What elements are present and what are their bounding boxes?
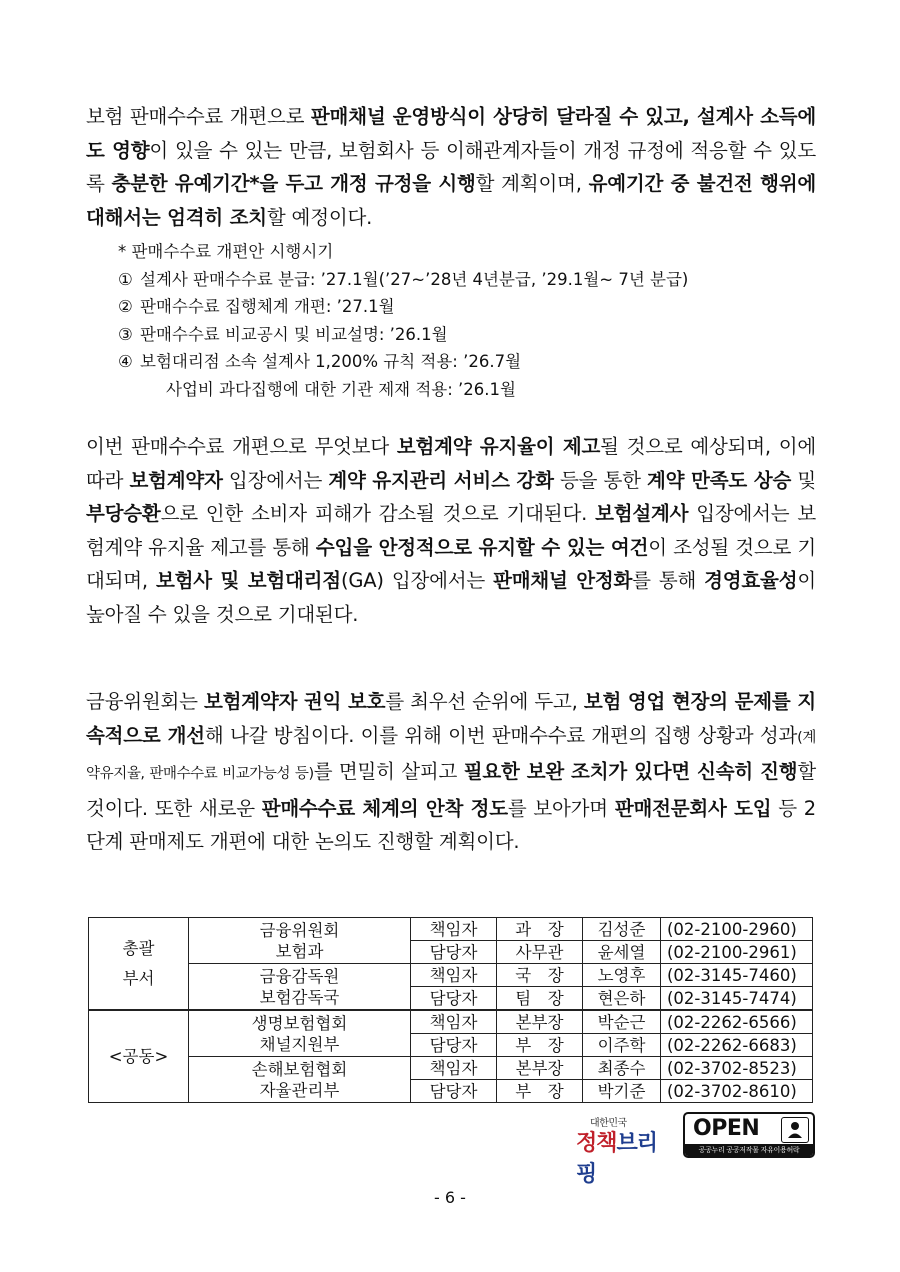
note-item-4: ④ 보험대리점 소속 설계사 1,200% 규칙 적용: ’26.7월 (118, 352, 522, 371)
name-cell: 이주학 (583, 1034, 661, 1057)
name-cell: 박기준 (583, 1080, 661, 1103)
name-cell: 윤세열 (583, 941, 661, 964)
role-cell: 책임자 (411, 964, 497, 987)
org-cell: 생명보험협회 채널지원부 (189, 1010, 411, 1057)
title-cell: 부 장 (497, 1034, 583, 1057)
paragraph-grace-period: 보험 판매수수료 개편으로 판매채널 운영방식이 상당히 달라질 수 있고, 설계사 소득에도 영향이 있을 수 있는 만큼, 보험회사 등 이해관계자들이 개정 규정에 적응할 수 있도록 충분한 유예기간*을 두고 개정 규정을 시행할 계획이며, 유예기간 중 불건전 행위에 대해서는 엄격히 조치할 예정이다. (86, 105, 816, 229)
table-row (89, 1010, 813, 1034)
role-cell: 책임자 (411, 1057, 497, 1080)
table-row (89, 1057, 813, 1080)
title-cell: 본부장 (497, 1010, 583, 1034)
group-cell-joint: <공동> (89, 1010, 189, 1103)
phone-cell: (02-2262-6683) (661, 1034, 813, 1057)
title-cell: 과 장 (497, 918, 583, 941)
table-row (89, 918, 813, 941)
schedule-note (118, 238, 818, 403)
note-item-3: ③ 판매수수료 비교공시 및 비교설명: ’26.1월 (118, 324, 448, 344)
paragraph-expected-effects: 이번 판매수수료 개편으로 무엇보다 보험계약 유지율이 제고될 것으로 예상되며, 이에 따라 보험계약자 입장에서는 계약 유지관리 서비스 강화 등을 통한 계약 만족도 상승 및 부당승환으로 인한 소비자 피해가 감소될 것으로 기대된다. 보험설계사 입장에서는 보험계약 유지율 제고를 통해 수입을 안정적으로 유지할 수 있는 여건이 조성될 것으로 기대되며, 보험사 및 보험대리점(GA) 입장에서는 판매채널 안정화를 통해 경영효율성이 높아질 수 있을 것으로 기대된다. (86, 435, 817, 626)
role-cell: 책임자 (411, 1010, 497, 1034)
org-cell: 손해보험협회 자율관리부 (189, 1057, 411, 1103)
role-cell: 책임자 (411, 918, 497, 941)
policy-briefing-logo: 대한민국 정책브리핑 (576, 1118, 658, 1187)
name-cell: 현은하 (583, 987, 661, 1011)
role-cell: 담당자 (411, 1080, 497, 1103)
title-cell: 본부장 (497, 1057, 583, 1080)
title-cell: 팀 장 (497, 987, 583, 1011)
table-row (89, 964, 813, 987)
name-cell: 노영후 (583, 964, 661, 987)
org-cell: 금융위원회 보험과 (189, 918, 411, 964)
phone-cell: (02-3702-8523) (661, 1057, 813, 1080)
note-item-1: ① 설계사 판매수수료 분급: ’27.1월(’27~’28년 4년분급, ’29.1월~ 7년 분급) (118, 269, 689, 289)
name-cell: 김성준 (583, 918, 661, 941)
role-cell: 담당자 (411, 1034, 497, 1057)
note-item-4-continuation: 사업비 과다집행에 대한 기관 제재 적용: ’26.1월 (166, 379, 516, 399)
phone-cell: (02-3702-8610) (661, 1080, 813, 1103)
page-number: - 6 - (434, 1188, 466, 1207)
note-heading: * 판매수수료 개편안 시행시기 (118, 242, 334, 261)
open-license-logo: OPEN 공공누리 공공저작물 자유이용허락 (683, 1112, 815, 1158)
phone-cell: (02-2262-6566) (661, 1010, 813, 1034)
paragraph-future-plans: 금융위원회는 보험계약자 권익 보호를 최우선 순위에 두고, 보험 영업 현장의 문제를 지속적으로 개선해 나갈 방침이다. 이를 위해 이번 판매수수료 개편의 집행 상황과 성과(계약유지율, 판매수수료 비교가능성 등)를 면밀히 살피고 필요한 보완 조치가 있다면 신속히 진행할 것이다. 또한 새로운 판매수수료 체계의 안착 정도를 보아가며 판매전문회사 도입 등 2단계 판매제도 개편에 대한 논의도 진행할 계획이다. (86, 690, 817, 853)
org-cell: 금융감독원 보험감독국 (189, 964, 411, 1011)
name-cell: 박순근 (583, 1010, 661, 1034)
name-cell: 최종수 (583, 1057, 661, 1080)
role-cell: 담당자 (411, 941, 497, 964)
title-cell: 부 장 (497, 1080, 583, 1103)
title-cell: 사무관 (497, 941, 583, 964)
title-cell: 국 장 (497, 964, 583, 987)
group-cell-lead: 총괄 부서 (89, 918, 189, 1011)
phone-cell: (02-2100-2960) (661, 918, 813, 941)
phone-cell: (02-3145-7474) (661, 987, 813, 1011)
phone-cell: (02-2100-2961) (661, 941, 813, 964)
contact-table (88, 917, 813, 1103)
phone-cell: (02-3145-7460) (661, 964, 813, 987)
note-item-2: ② 판매수수료 집행체계 개편: ’27.1월 (118, 297, 395, 316)
role-cell: 담당자 (411, 987, 497, 1011)
person-icon (781, 1117, 809, 1143)
